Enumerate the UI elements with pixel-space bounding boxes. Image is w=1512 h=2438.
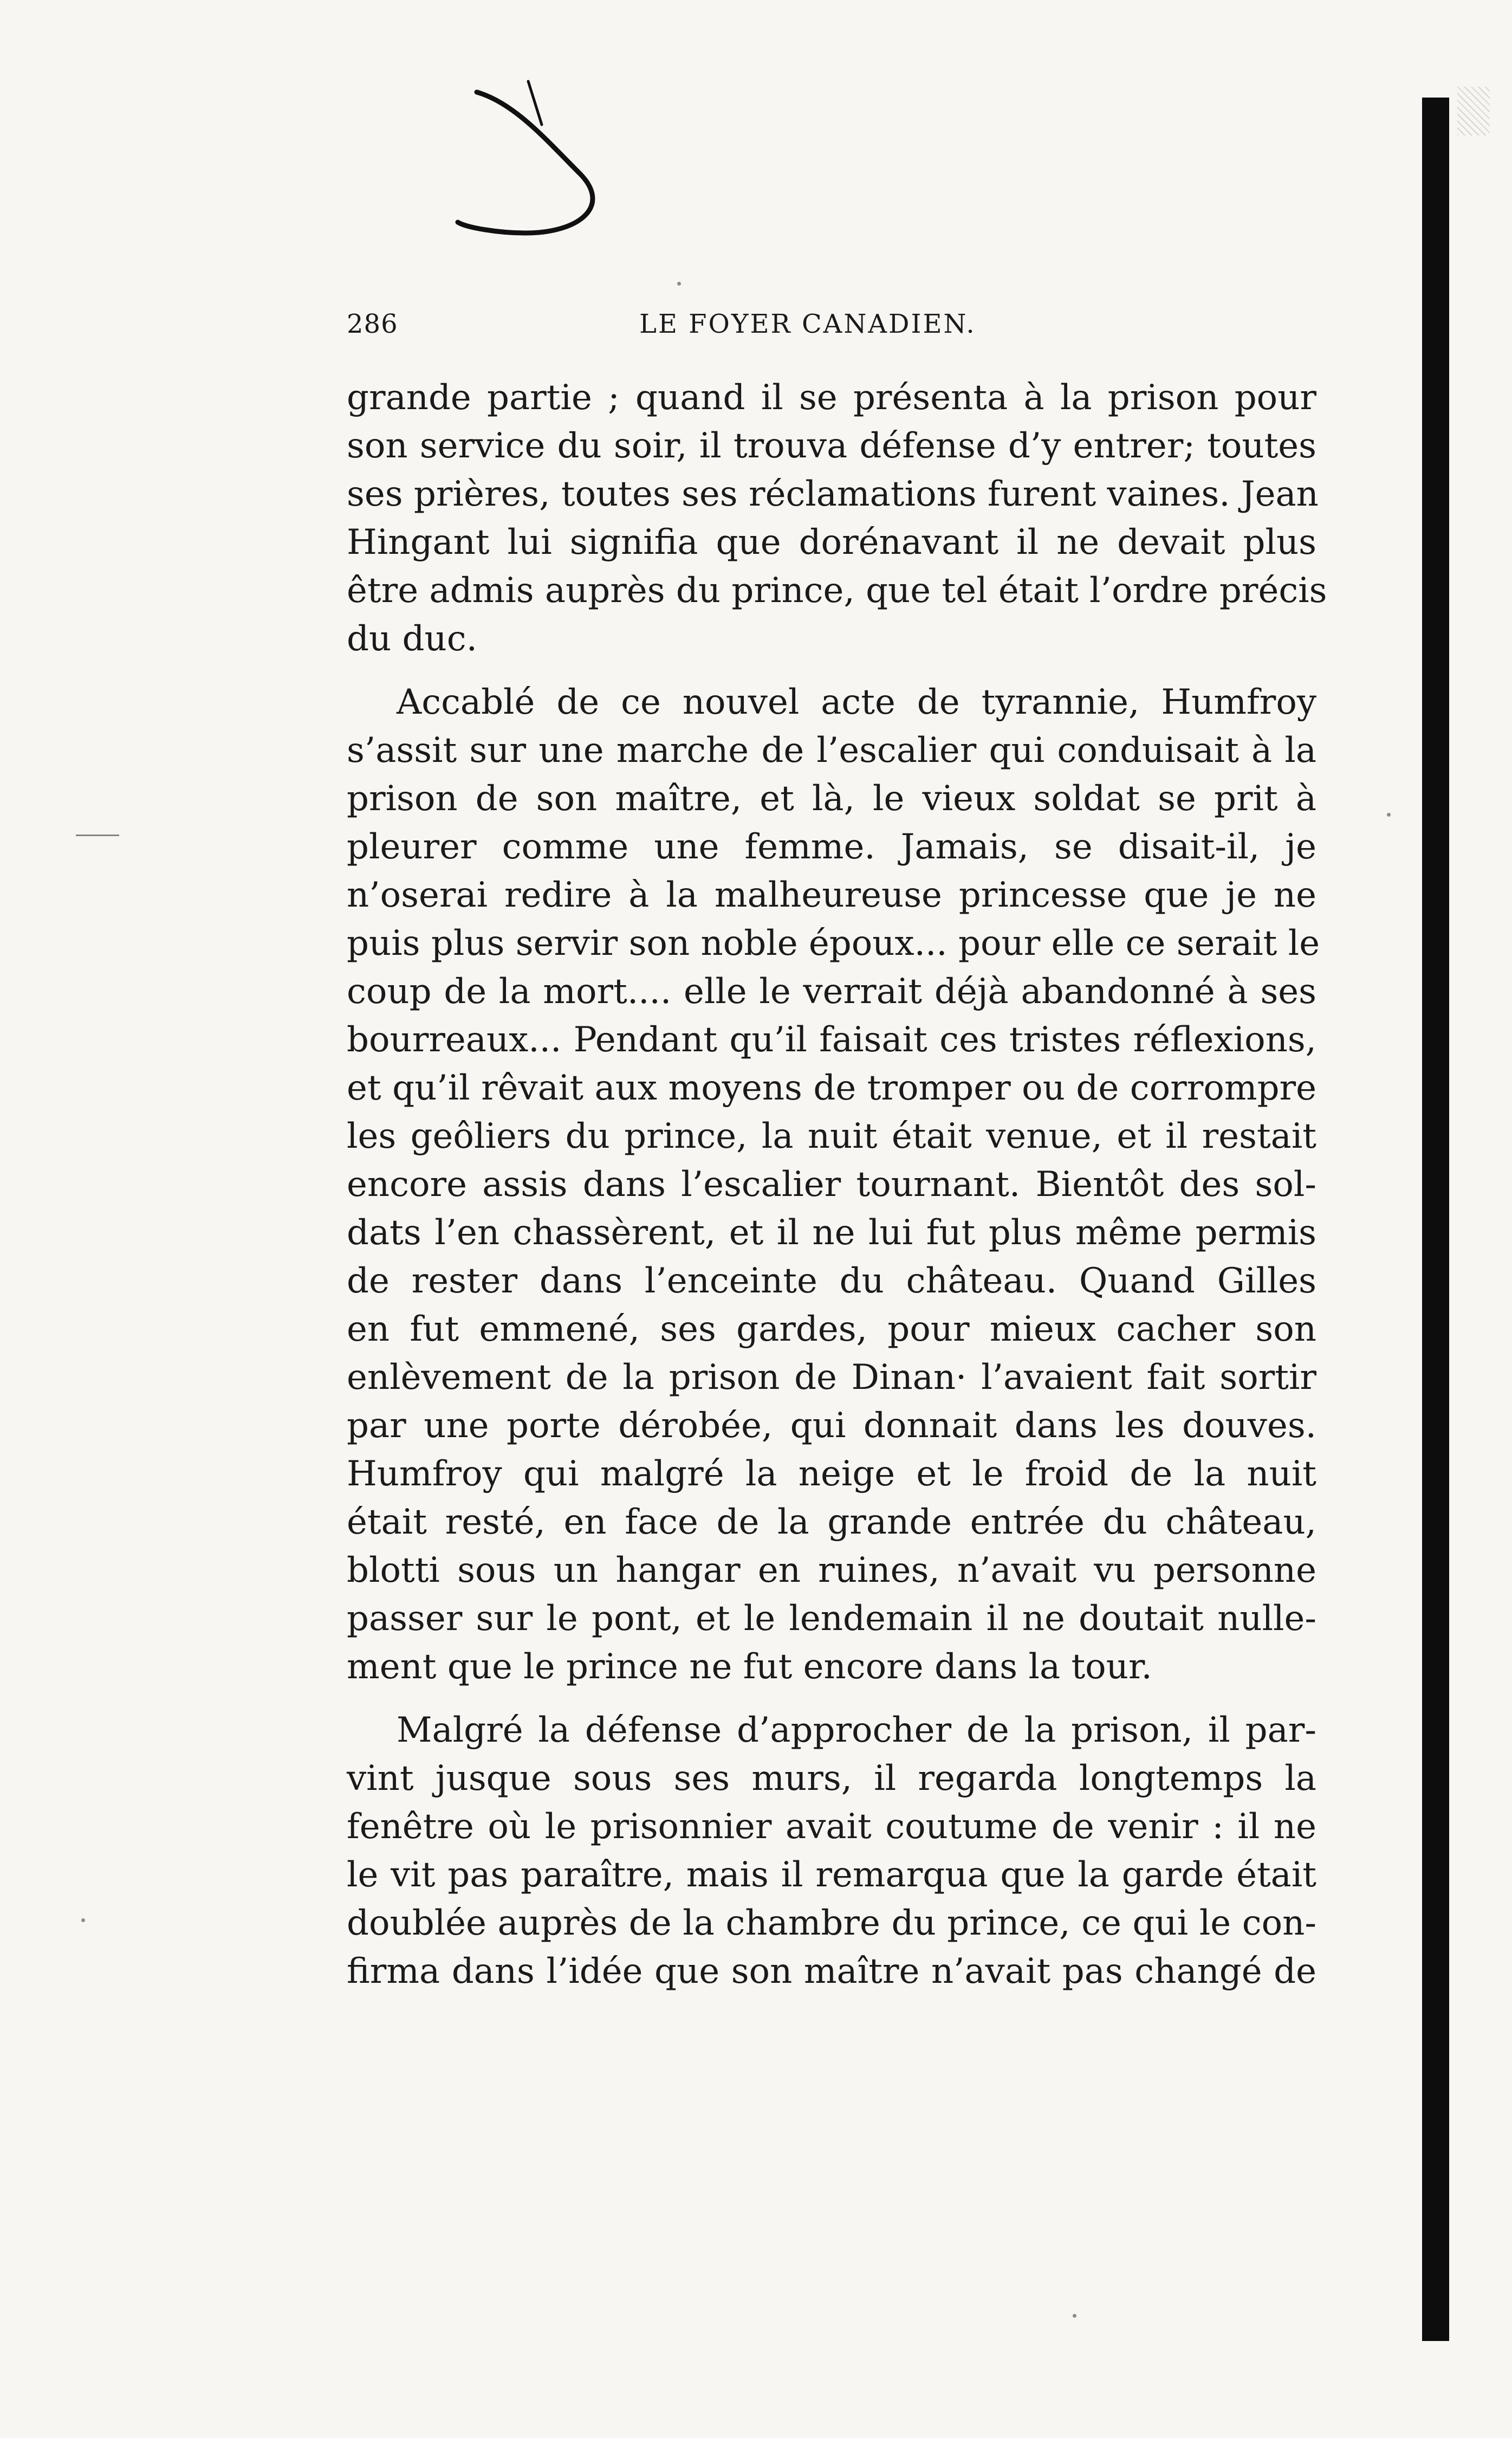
margin-speck <box>81 1918 85 1922</box>
paragraph-2 <box>347 678 1320 1691</box>
text-line: vint jusque sous ses murs, il regarda longtemps la <box>347 1758 1316 1799</box>
paragraph-1 <box>347 374 1327 663</box>
text-line: par une porte dérobée, qui donnait dans les douves. <box>347 1406 1316 1446</box>
text-line: son service du soir, il trouva défense d’y entrer; toutes <box>347 426 1316 466</box>
text-line: ment que le prince ne fut encore dans la tour. <box>347 1647 1152 1687</box>
text-line: doublée auprès de la chambre du prince, ce qui le con- <box>347 1903 1316 1943</box>
text-line: être admis auprès du prince, que tel était l’ordre précis <box>347 571 1327 611</box>
margin-speck <box>1073 2314 1076 2318</box>
page-edge-shadow <box>1422 98 1449 2341</box>
text-line: ses prières, toutes ses réclamations furent vaines. Jean <box>347 474 1319 514</box>
text-line: coup de la mort.... elle le verrait déjà abandonné à ses <box>347 972 1316 1012</box>
body-text <box>347 374 1327 2011</box>
text-line: du duc. <box>347 619 477 659</box>
text-line: s’assit sur une marche de l’escalier qui conduisait à la <box>347 730 1316 771</box>
text-line: bourreaux... Pendant qu’il faisait ces tristes réflexions, <box>347 1020 1316 1060</box>
text-line: Humfroy qui malgré la neige et le froid de la nuit <box>347 1454 1316 1494</box>
text-line: n’oserai redire à la malheureuse princesse que je ne <box>347 875 1316 915</box>
running-head <box>347 309 1316 358</box>
text-line: pleurer comme une femme. Jamais, se disait-il, je <box>347 827 1316 867</box>
text-line: encore assis dans l’escalier tournant. Bientôt des sol- <box>347 1165 1316 1205</box>
page-number: 286 <box>347 309 398 339</box>
text-line: blotti sous un hangar en ruines, n’avait vu personne <box>347 1550 1316 1590</box>
text-line: puis plus servir son noble époux... pour elle ce serait le <box>347 923 1320 963</box>
margin-speck <box>1387 813 1391 817</box>
text-line: le vit pas paraître, mais il remarqua que la garde était <box>347 1855 1316 1895</box>
text-line: en fut emmené, ses gardes, pour mieux cacher son <box>347 1309 1316 1349</box>
handwritten-mark <box>455 60 618 244</box>
text-line: fenêtre où le prisonnier avait coutume de venir : il ne <box>347 1807 1316 1847</box>
text-line: et qu’il rêvait aux moyens de tromper ou de corrompre <box>347 1068 1316 1108</box>
running-title: LE FOYER CANADIEN. <box>639 309 976 339</box>
text-line: Accablé de ce nouvel acte de tyrannie, Humfroy <box>397 682 1316 722</box>
text-line: enlèvement de la prison de Dinan· l’avaient fait sortir <box>347 1357 1316 1398</box>
text-line: Hingant lui signifia que dorénavant il ne devait plus <box>347 522 1316 562</box>
paragraph-3 <box>347 1706 1316 1996</box>
text-line: grande partie ; quand il se présenta à la prison pour <box>347 378 1316 418</box>
text-line: de rester dans l’enceinte du château. Quand Gilles <box>347 1261 1316 1301</box>
text-line: firma dans l’idée que son maître n’avait pas changé de <box>347 1951 1316 1991</box>
text-line: les geôliers du prince, la nuit était venue, et il restait <box>347 1116 1316 1156</box>
text-line: Malgré la défense d’approcher de la prison, il par- <box>397 1710 1316 1750</box>
text-line: était resté, en face de la grande entrée du château, <box>347 1502 1316 1542</box>
margin-speck <box>677 282 681 286</box>
margin-dash <box>76 835 119 836</box>
text-line: prison de son maître, et là, le vieux soldat se prit à <box>347 779 1316 819</box>
edge-speckle <box>1457 87 1490 135</box>
text-line: passer sur le pont, et le lendemain il ne doutait nulle- <box>347 1599 1316 1639</box>
text-line: dats l’en chassèrent, et il ne lui fut plus même permis <box>347 1213 1316 1253</box>
